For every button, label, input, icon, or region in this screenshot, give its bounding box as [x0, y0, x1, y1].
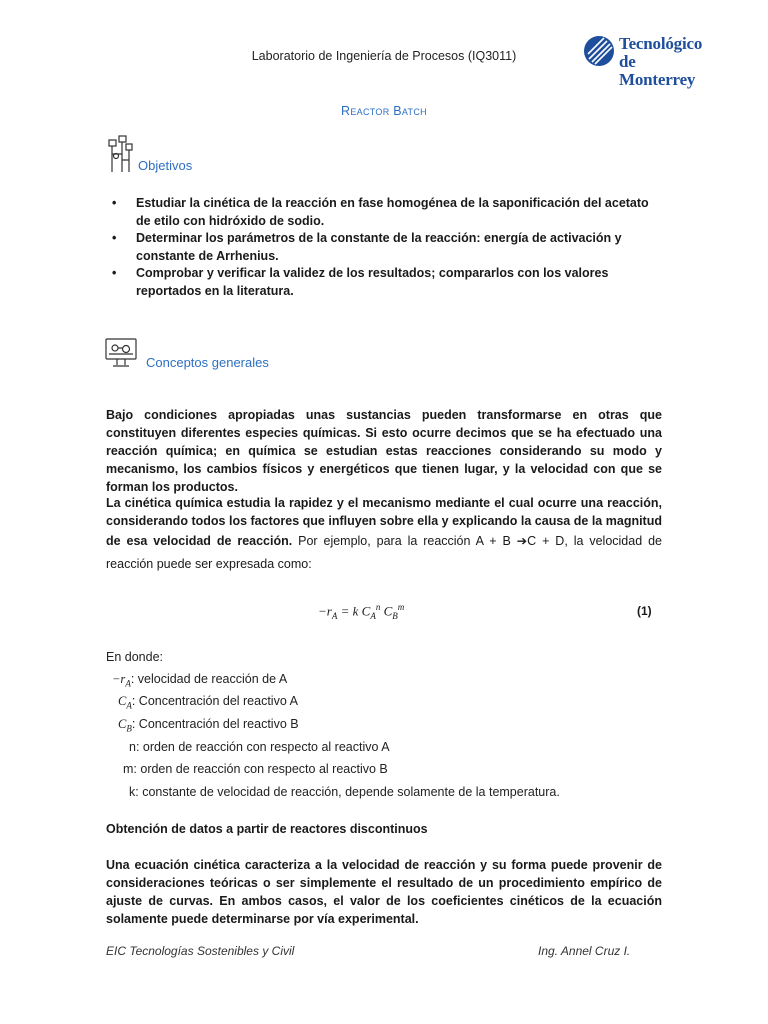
concepts-paragraph-2 — [106, 494, 662, 576]
concepts-paragraph-1: Bajo condiciones apropiadas unas sustancias pueden transformarse en otras que constituyen diferentes especies químicas. Si esto ocurre decimos que se ha efectuado una reacción química; en química se estudian estas reacciones considerando su modo y mecanismo, los cambios físicos y energéticos que tienen lugar, y la velocidad con que se forman los productos. — [106, 408, 662, 494]
equation-number: (1) — [637, 604, 652, 618]
logo-line1: Tecnológico — [619, 34, 703, 53]
footer-right: Ing. Annel Cruz I. — [538, 944, 631, 958]
reaction-example: Por ejemplo, para la reacción A + B ➔C + D, la velocidad de reacción puede ser expresada como: — [106, 534, 662, 571]
logo-line2: de Monterrey — [619, 52, 696, 89]
monitor-icon — [104, 336, 140, 370]
section-paragraph: Una ecuación cinética caracteriza a la velocidad de reacción y su forma puede provenir de consideraciones teóricas o ser simplemente el resultado de un procedimiento empírico de ajuste de curvas. En ambos casos, el valor de los coeficientes cinéticos de la ecuación solamente puede determinarse por vía experimental. — [106, 858, 662, 926]
rate-equation: $-r_A = k$ $C_A^n$ $C_B^m$ — [318, 602, 405, 621]
objective-item: • Comprobar y verificar la validez de los resultados; compararlos con los valores reportados en la literatura. — [112, 266, 609, 298]
footer-left: EIC Tecnologías Sostenibles y Civil — [106, 944, 295, 958]
concepts-heading: Conceptos generales — [146, 355, 269, 370]
section-heading: Obtención de datos a partir de reactores discontinuos — [106, 822, 428, 836]
definitions-intro: En donde: — [106, 650, 163, 664]
course-title: Laboratorio de Ingeniería de Procesos (IQ3011) — [251, 49, 517, 63]
tec-logo-icon — [583, 33, 615, 69]
objectives-heading: Objetivos — [138, 158, 193, 173]
objective-item: • Determinar los parámetros de la constante de la reacción: energía de activación y constante de Arrhenius. — [112, 231, 622, 263]
definition-item: m: orden de reacción con respecto al reactivo B — [123, 762, 388, 776]
definition-item: $C_B$: Concentración del reactivo B — [118, 717, 299, 734]
tec-logo — [583, 33, 713, 89]
objective-item: • Estudiar la cinética de la reacción en fase homogénea de la saponificación del acetato de etilo con hidróxido de sodio. — [112, 196, 649, 228]
objectives-icon — [106, 134, 136, 174]
objectives-list — [108, 195, 664, 300]
page-title: Reactor Batch — [341, 104, 427, 118]
definition-item: $-r_A$: velocidad de reacción de A — [112, 672, 288, 689]
definition-item: $C_A$: Concentración del reactivo A — [118, 694, 298, 711]
definition-item: k: constante de velocidad de reacción, depende solamente de la temperatura. — [129, 785, 560, 799]
kinetics-definition: La cinética química estudia la rapidez y el mecanismo mediante el cual ocurre una reacción, considerando todos los factores que influyen sobre ella y explicando la causa de la magnitud de esa velocidad de reacción. — [106, 496, 662, 548]
definition-item: n: orden de reacción con respecto al reactivo A — [129, 740, 390, 754]
